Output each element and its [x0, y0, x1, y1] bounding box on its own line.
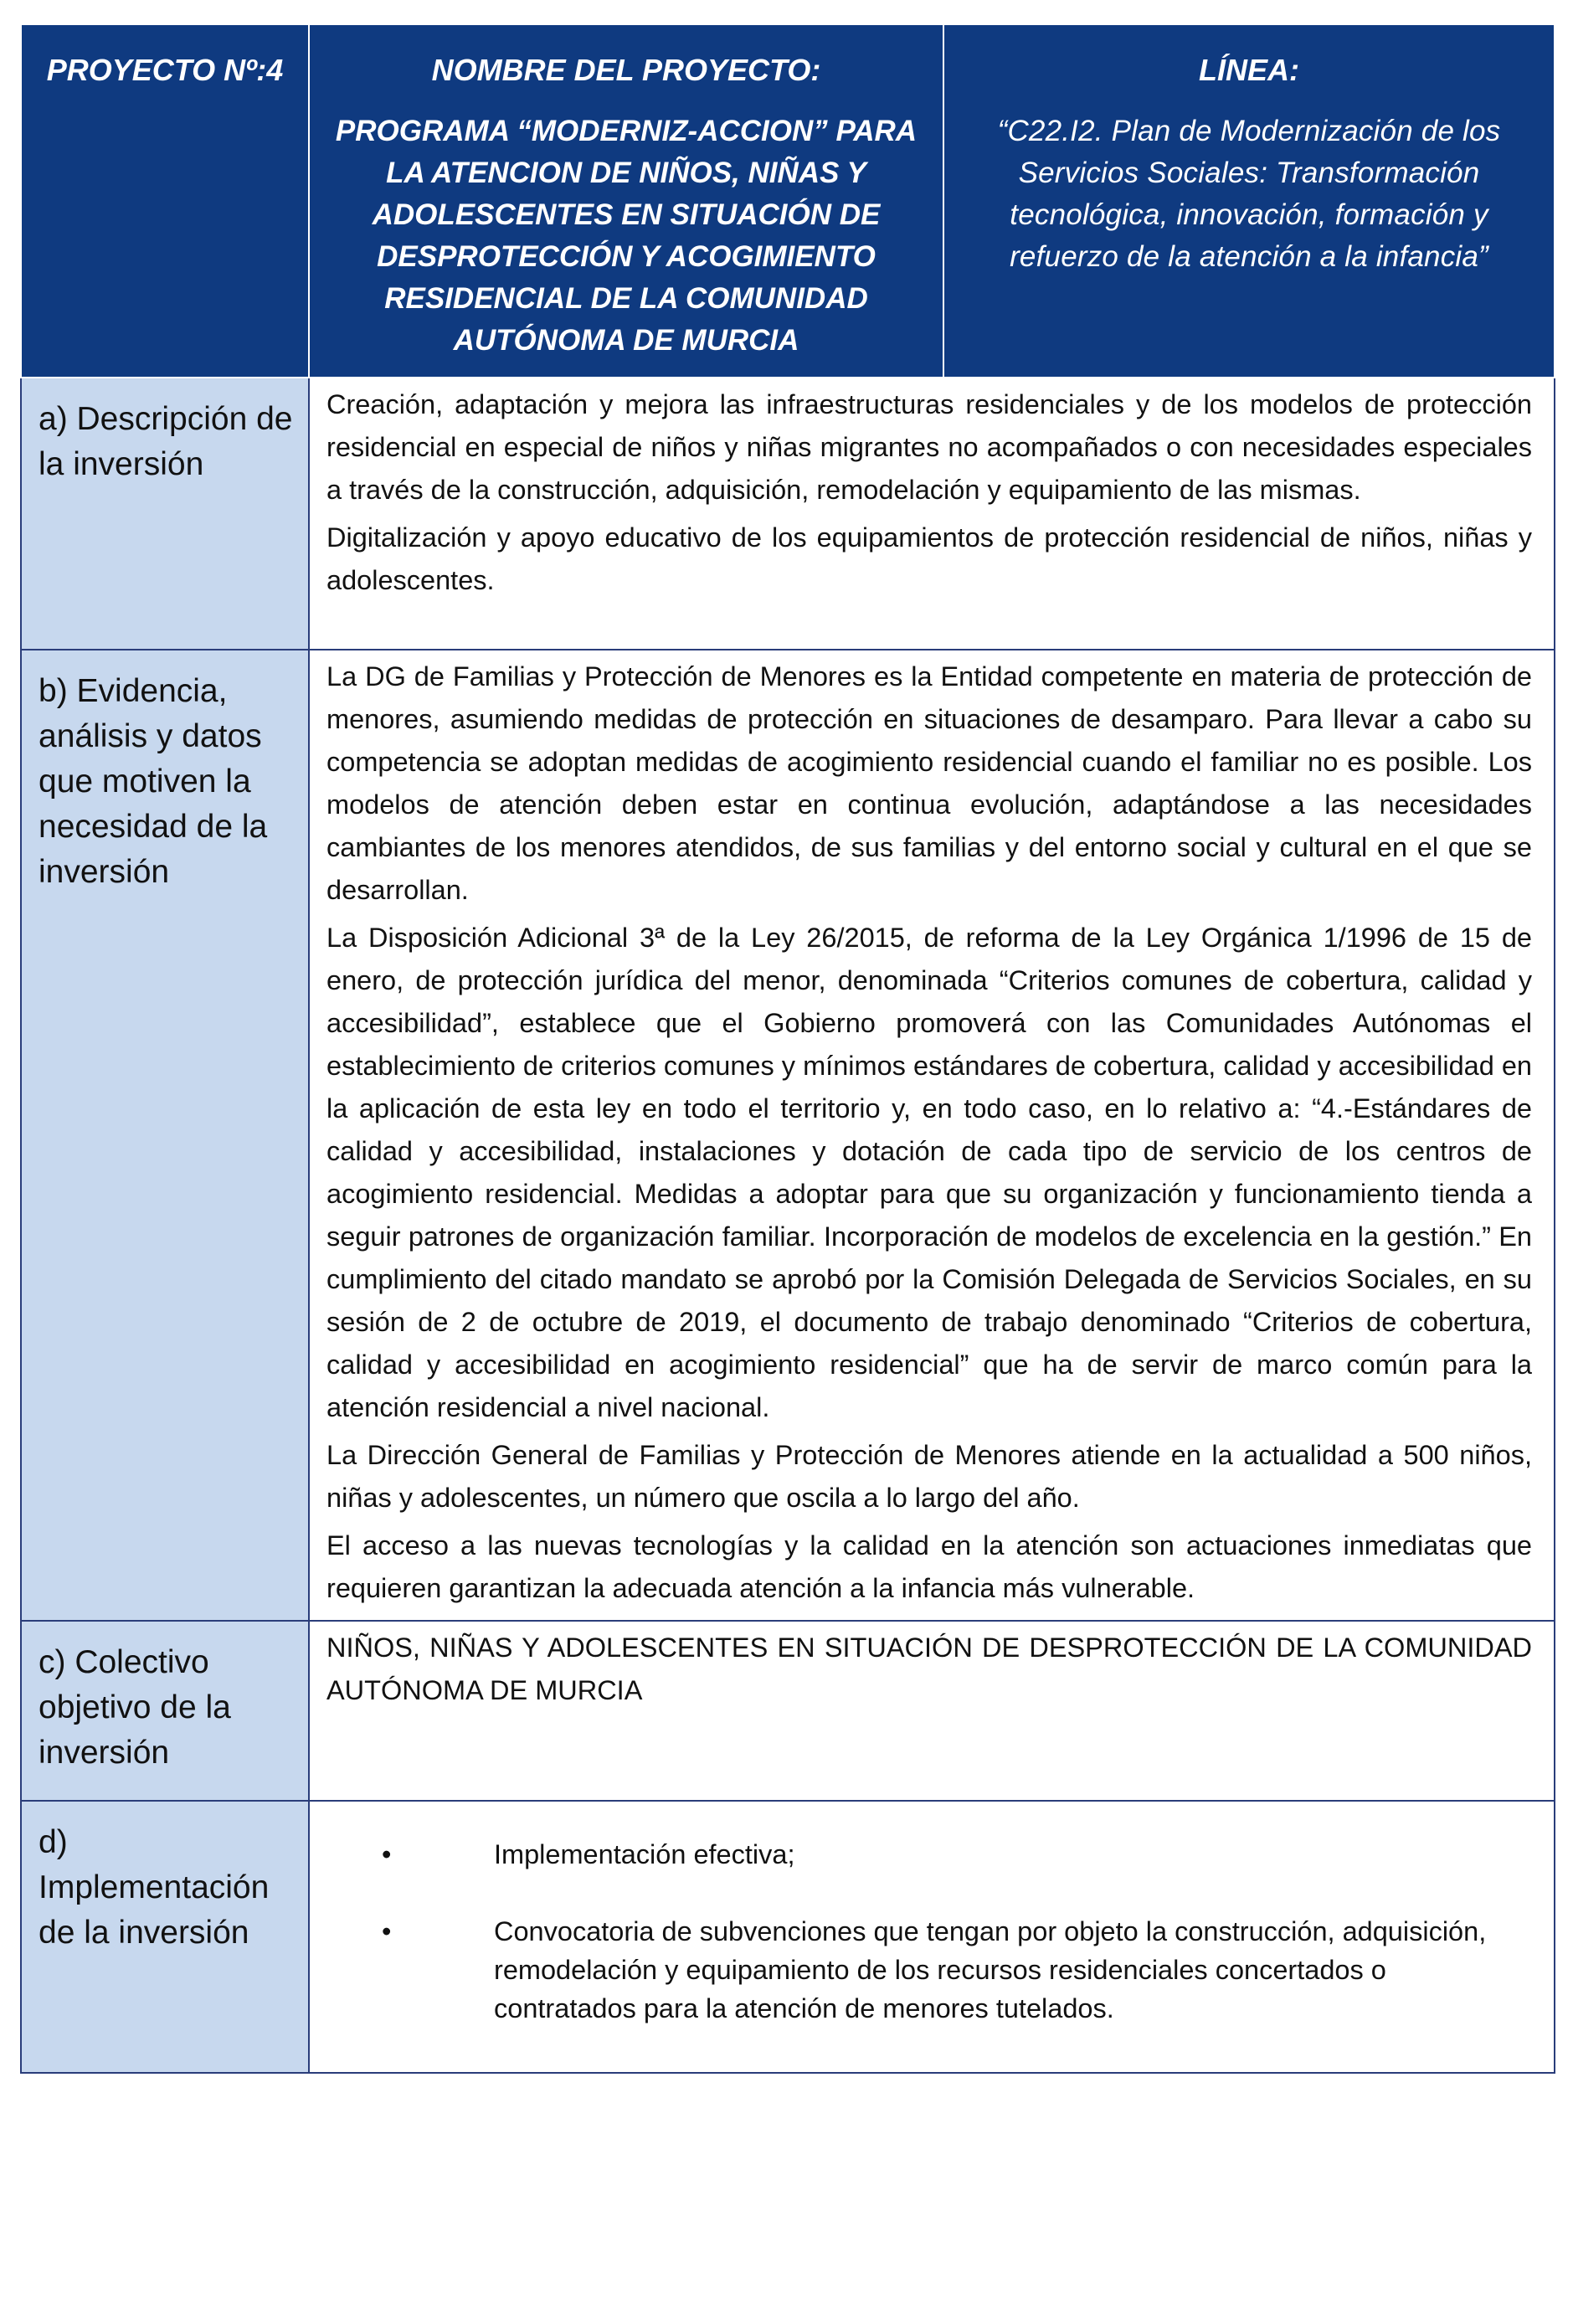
evidencia-paragraph: La Disposición Adicional 3ª de la Ley 26/2015, de reforma de la Ley Orgánica 1/1996 de 15 de enero, de protección jurídica del menor, denominada “Criterios comunes de cobertura, calidad y accesibilidad”, establece que el Gobierno promoverá con las Comunidades Autónomas el establecimiento de criterios comunes y mínimos estándares de cobertura, calidad y accesibilidad en la aplicación de esta ley en todo el territorio y, en todo caso, en lo relativo a: “4.-Estándares de calidad y accesibilidad, instalaciones y dotación de cada tipo de servicio de los centros de acogimiento residencial. Medidas a adoptar para que su organización y funcionamiento tienda a seguir patrones de organización familiar. Incorporación de modelos de excelencia en la gestión.” En cumplimiento del citado mandato se aprobó por la Comisión Delegada de Servicios Sociales, en su sesión de 2 de octubre de 2019, el documento de trabajo denominado “Criterios de cobertura, calidad y accesibilidad en acogimiento residencial” que ha de servir de marco común para la atención residencial a nivel nacional. [326, 923, 1532, 1422]
list-item [326, 1912, 1532, 2028]
descripcion-paragraph: Creación, adaptación y mejora las infraestructuras residenciales y de los modelos de protección residencial en especial de niños y niñas migrantes no acompañados o con necesidades especiales a través de la construcción, adquisición, remodelación y equipamiento de las mismas. [326, 389, 1532, 505]
label-implementacion: d) Implementación de la inversión [21, 1801, 309, 2073]
list-item-text: Implementación efectiva; [494, 1839, 795, 1869]
label-descripcion: a) Descripción de la inversión [21, 378, 309, 650]
row-implementacion [21, 1801, 1555, 2073]
header-linea-cell [943, 24, 1555, 378]
list-item [326, 1835, 1532, 1874]
linea-value: “C22.I2. Plan de Modernización de los Servicios Sociales: Transformación tecnológica, innovación, formación y refuerzo de la atención a la infancia” [997, 115, 1501, 273]
nombre-label: NOMBRE DEL PROYECTO: [431, 53, 821, 87]
row-colectivo [21, 1621, 1555, 1801]
content-colectivo [309, 1621, 1555, 1801]
list-item-text: Convocatoria de subvenciones que tengan por objeto la construcción, adquisición, remodelación y equipamiento de los recursos residenciales concertados o contratados para la atención de menores tutelados. [494, 1916, 1487, 2023]
implementacion-list [326, 1835, 1532, 2028]
header-row [21, 24, 1555, 378]
bullet-icon: • [382, 1839, 392, 1869]
evidencia-paragraph: La Dirección General de Familias y Protección de Menores atiende en la actualidad a 500 niños, niñas y adolescentes, un número que oscila a lo largo del año. [326, 1440, 1532, 1513]
label-colectivo: c) Colectivo objetivo de la inversión [21, 1621, 309, 1801]
descripcion-paragraph: Digitalización y apoyo educativo de los equipamientos de protección residencial de niños, niñas y adolescentes. [326, 522, 1532, 595]
content-implementacion [309, 1801, 1555, 2073]
content-descripcion [309, 378, 1555, 650]
project-sheet [20, 23, 1554, 2074]
label-evidencia: b) Evidencia, análisis y datos que motiven la necesidad de la inversión [21, 650, 309, 1621]
bullet-icon: • [382, 1916, 392, 1946]
project-table [20, 23, 1555, 2074]
evidencia-paragraph: La DG de Familias y Protección de Menores es la Entidad competente en materia de protección de menores, asumiendo medidas de protección en situaciones de desamparo. Para llevar a cabo su competencia se adoptan medidas de acogimiento residencial cuando el familiar no es posible. Los modelos de atención deben estar en continua evolución, adaptándose a las necesidades cambiantes de los menores atendidos, de sus familias y del entorno social y cultural en el que se desarrollan. [326, 661, 1532, 905]
content-evidencia [309, 650, 1555, 1621]
row-descripcion [21, 378, 1555, 650]
header-proyecto-cell [21, 24, 309, 378]
nombre-value: PROGRAMA “MODERNIZ-ACCION” PARA LA ATENCION DE NIÑOS, NIÑAS Y ADOLESCENTES EN SITUACIÓN DE DESPROTECCIÓN Y ACOGIMIENTO RESIDENCIAL DE LA COMUNIDAD AUTÓNOMA DE MURCIA [335, 115, 918, 357]
colectivo-text: NIÑOS, NIÑAS Y ADOLESCENTES EN SITUACIÓN DE DESPROTECCIÓN DE LA COMUNIDAD AUTÓNOMA DE MURCIA [326, 1632, 1532, 1705]
linea-label: LÍNEA: [1199, 53, 1299, 87]
evidencia-paragraph: El acceso a las nuevas tecnologías y la calidad en la atención son actuaciones inmediatas que requieren garantizan la adecuada atención a la infancia más vulnerable. [326, 1530, 1532, 1603]
row-evidencia [21, 650, 1555, 1621]
proyecto-number: PROYECTO Nº:4 [46, 53, 284, 87]
header-nombre-cell [309, 24, 943, 378]
